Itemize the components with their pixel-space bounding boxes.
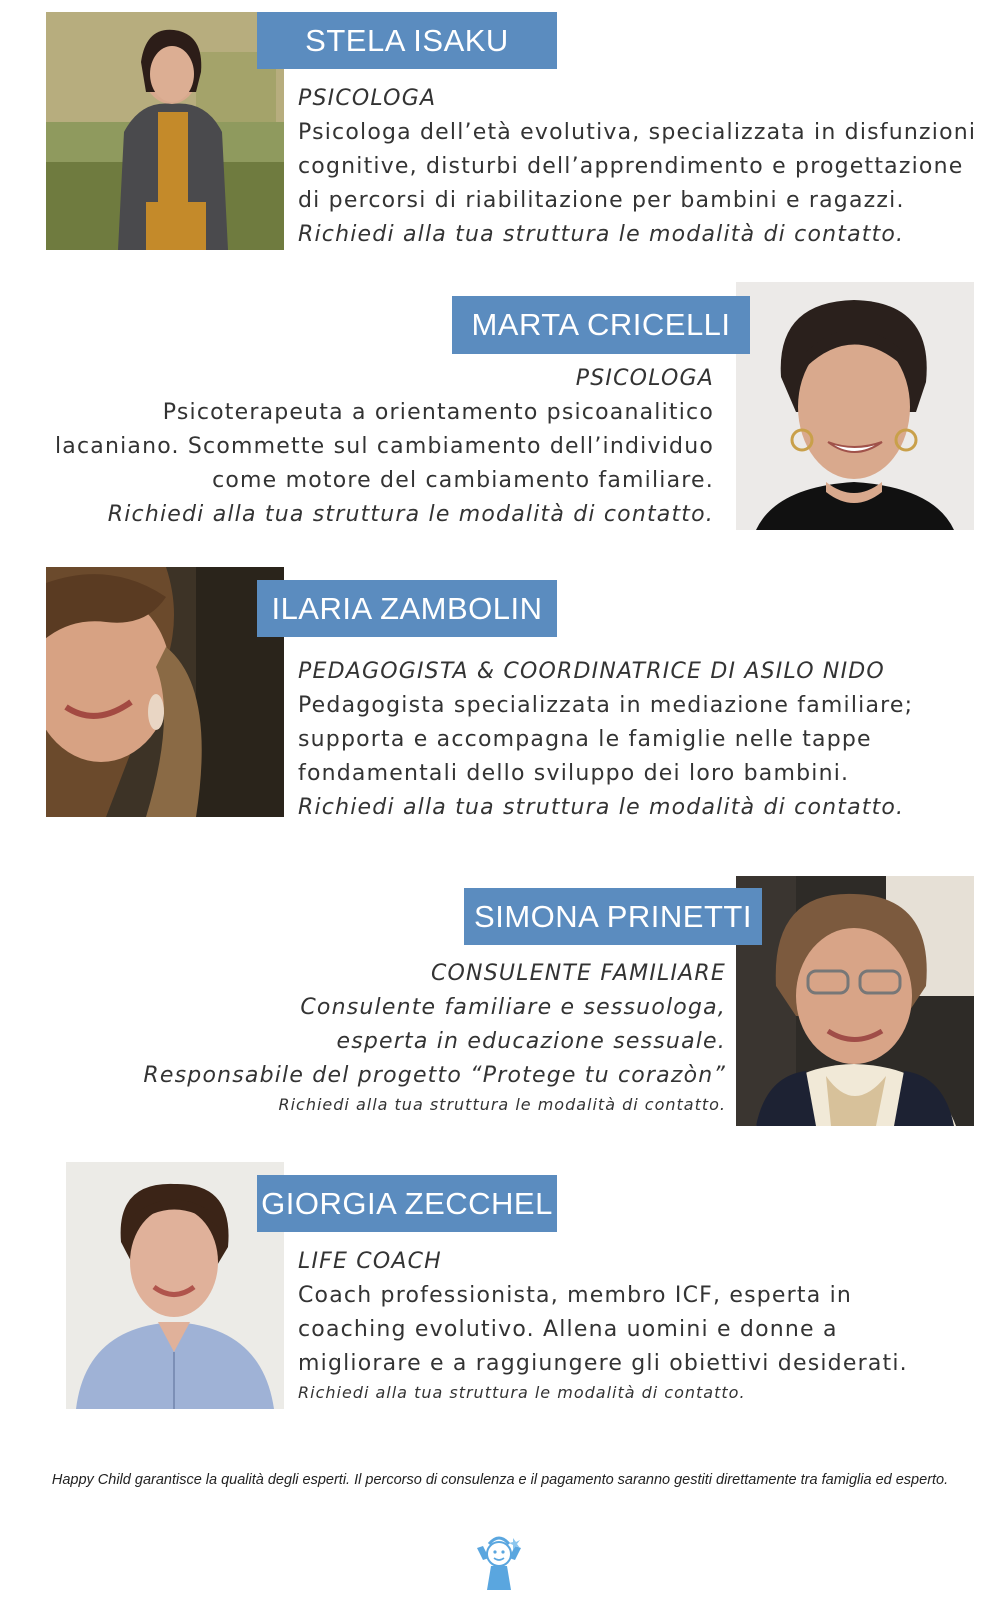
expert-description-line: esperta in educazione sessuale. [336,1029,726,1054]
expert-text-block [298,655,913,825]
expert-description-line: supporta e accompagna le famiglie nelle tappe [298,727,872,752]
expert-description-line: come motore del cambiamento familiare. [212,468,714,493]
expert-description-line: Consulente familiare e sessuologa, [300,995,726,1020]
expert-text-block [298,1245,908,1405]
expert-description-line: Psicoterapeuta a orientamento psicoanalitico [162,400,714,425]
expert-photo-stela-isaku [46,12,284,250]
expert-name-banner: STELA ISAKU [257,12,557,69]
expert-text-block [143,957,726,1117]
expert-role: LIFE COACH [298,1249,442,1274]
happy-child-logo-icon [473,1530,525,1594]
expert-text-block [298,82,976,252]
expert-name-banner: ILARIA ZAMBOLIN [257,580,557,637]
expert-contact-note: Richiedi alla tua struttura le modalità di contatto. [298,795,905,820]
expert-description-line: migliorare e a raggiungere gli obiettivi desiderati. [298,1351,908,1376]
expert-photo-giorgia-zecchel [66,1162,284,1409]
expert-contact-note: Richiedi alla tua struttura le modalità di contatto. [278,1095,726,1114]
expert-description-line: Coach professionista, membro ICF, esperta in [298,1283,853,1308]
expert-description-line: Responsabile del progetto “Protege tu corazòn” [143,1063,726,1088]
expert-description-line: cognitive, disturbi dell’apprendimento e progettazione [298,154,964,179]
expert-description-line: lacaniano. Scommette sul cambiamento dell’individuo [54,434,714,459]
expert-text-block [55,362,714,532]
expert-description-line: di percorsi di riabilitazione per bambini e ragazzi. [298,188,905,213]
expert-role: PSICOLOGA [575,366,714,391]
expert-name-banner: SIMONA PRINETTI [464,888,762,945]
expert-name-banner: GIORGIA ZECCHEL [257,1175,557,1232]
expert-description-line: Pedagogista specializzata in mediazione familiare; [298,693,914,718]
expert-role: CONSULENTE FAMILIARE [430,961,726,986]
expert-role: PSICOLOGA [298,86,437,111]
expert-description-line: fondamentali dello sviluppo dei loro bambini. [298,761,850,786]
expert-description-line: Psicologa dell’età evolutiva, specializzata in disfunzioni [298,120,977,145]
expert-contact-note: Richiedi alla tua struttura le modalità di contatto. [298,1383,746,1402]
expert-contact-note: Richiedi alla tua struttura le modalità di contatto. [298,222,905,247]
expert-description-line: coaching evolutivo. Allena uomini e donne a [298,1317,838,1342]
expert-photo-simona-prinetti [736,876,974,1126]
footer-disclaimer: Happy Child garantisce la qualità degli esperti. Il percorso di consulenza e il pagamento saranno gestiti direttamente tra famiglia ed esperto. [51,1472,949,1488]
expert-role: PEDAGOGISTA & COORDINATRICE DI ASILO NIDO [298,659,885,684]
expert-name-banner: MARTA CRICELLI [452,296,750,354]
expert-photo-ilaria-zambolin [46,567,284,817]
expert-contact-note: Richiedi alla tua struttura le modalità di contatto. [107,502,714,527]
expert-photo-marta-cricelli [736,282,974,530]
